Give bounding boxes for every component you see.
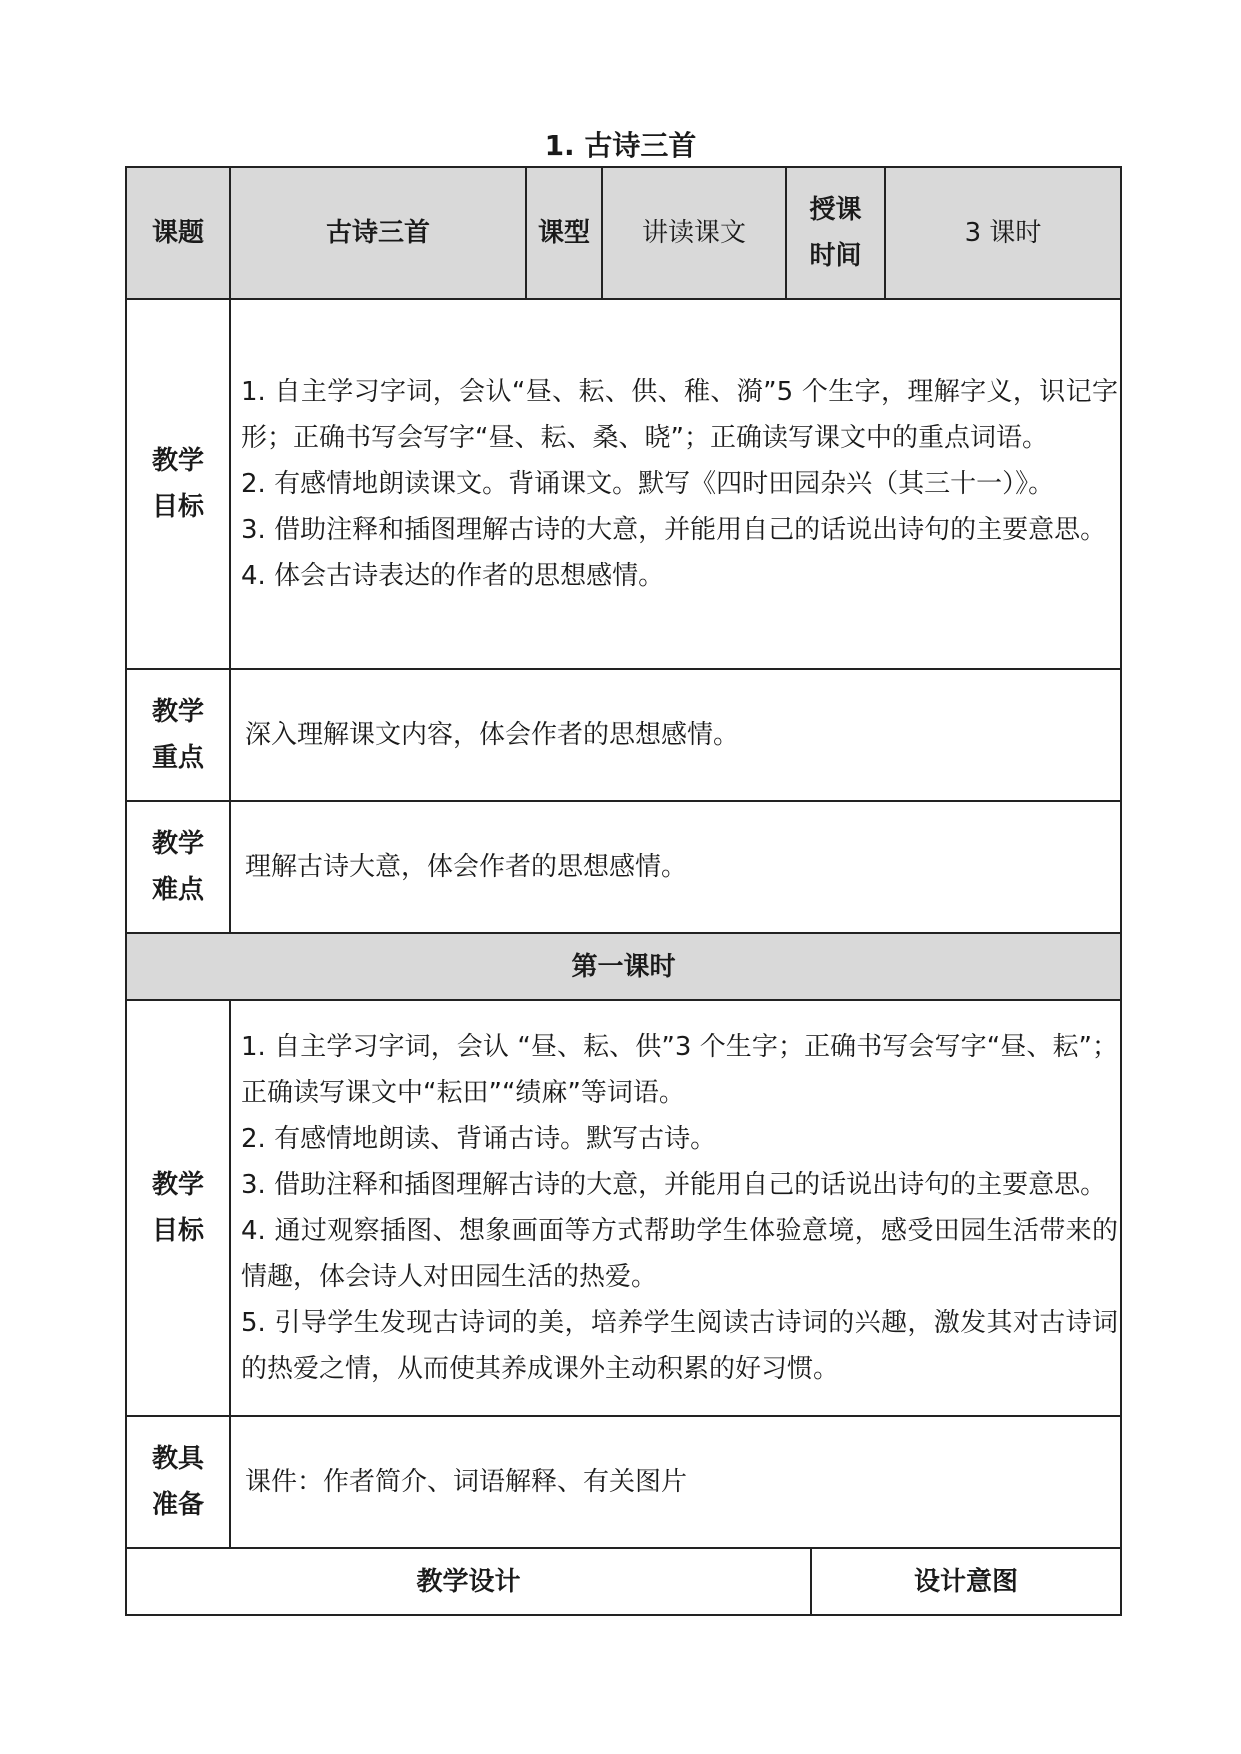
time-label-line1: 授课 xyxy=(809,195,862,225)
lesson1-goals-content xyxy=(230,1000,1121,1416)
goal-item: 4. 体会古诗表达的作者的思想感情。 xyxy=(241,561,665,591)
difficulties-row xyxy=(126,801,1121,933)
key-points-label xyxy=(126,669,230,801)
lesson1-goal-item: 1. 自主学习字词，会认 “昼、耘、供”3 个生字；正确书写会写字“昼、耘”；正确读写课文中“耘田”“绩麻”等词语。 xyxy=(241,1032,1119,1108)
page-title: 1. 古诗三首 xyxy=(544,129,697,162)
lesson1-goals-label-line2: 目标 xyxy=(151,1216,204,1246)
time-label-line2: 时间 xyxy=(809,241,862,271)
goals-row xyxy=(126,299,1121,669)
lesson1-goal-item: 4. 通过观察插图、想象画面等方式帮助学生体验意境，感受田园生活带来的情趣，体会诗人对田园生活的热爱。 xyxy=(241,1216,1119,1292)
goals-label-line1: 教学 xyxy=(151,446,204,476)
difficulties-text: 理解古诗大意，体会作者的思想感情。 xyxy=(230,801,1121,933)
time-label xyxy=(786,167,885,299)
lesson1-goals-label-line1: 教学 xyxy=(151,1170,204,1200)
type-value: 讲读课文 xyxy=(602,167,786,299)
lesson1-goal-item: 3. 借助注释和插图理解古诗的大意，并能用自己的话说出诗句的主要意思。 xyxy=(241,1170,1107,1200)
design-label: 教学设计 xyxy=(126,1548,811,1615)
intent-label: 设计意图 xyxy=(811,1548,1121,1615)
difficulties-label-line1: 教学 xyxy=(151,829,204,859)
header-row xyxy=(126,167,1121,299)
key-points-row xyxy=(126,669,1121,801)
key-points-label-line2: 重点 xyxy=(151,743,204,773)
goals-label-line2: 目标 xyxy=(151,492,204,522)
goals-label xyxy=(126,299,230,669)
tools-row xyxy=(126,1416,1121,1548)
topic-label: 课题 xyxy=(126,167,230,299)
design-header-row xyxy=(126,1548,1121,1615)
topic-value: 古诗三首 xyxy=(230,167,526,299)
lesson1-heading-row xyxy=(126,933,1121,1000)
lesson-plan-table xyxy=(125,166,1122,1616)
goals-content xyxy=(230,299,1121,669)
key-points-text: 深入理解课文内容，体会作者的思想感情。 xyxy=(230,669,1121,801)
key-points-label-line1: 教学 xyxy=(151,697,204,727)
difficulties-label-line2: 难点 xyxy=(151,875,204,905)
tools-text: 课件：作者简介、词语解释、有关图片 xyxy=(230,1416,1121,1548)
tools-label-line1: 教具 xyxy=(151,1444,204,1474)
lesson1-goal-item: 2. 有感情地朗读、背诵古诗。默写古诗。 xyxy=(241,1124,717,1154)
lesson1-goals-row xyxy=(126,1000,1121,1416)
lesson1-goals-label xyxy=(126,1000,230,1416)
type-label: 课型 xyxy=(526,167,602,299)
goal-item: 3. 借助注释和插图理解古诗的大意，并能用自己的话说出诗句的主要意思。 xyxy=(241,515,1107,545)
tools-label xyxy=(126,1416,230,1548)
goal-item: 1. 自主学习字词，会认“昼、耘、供、稚、漪”5 个生字，理解字义，识记字形；正确书写会写字“昼、耘、桑、晓”；正确读写课文中的重点词语。 xyxy=(241,377,1119,453)
goal-item: 2. 有感情地朗读课文。背诵课文。默写《四时田园杂兴（其三十一）》。 xyxy=(241,469,1055,499)
time-value: 3 课时 xyxy=(885,167,1121,299)
lesson1-heading: 第一课时 xyxy=(126,933,1121,1000)
lesson1-goal-item: 5. 引导学生发现古诗词的美，培养学生阅读古诗词的兴趣，激发其对古诗词的热爱之情，从而使其养成课外主动积累的好习惯。 xyxy=(241,1308,1119,1384)
tools-label-line2: 准备 xyxy=(151,1490,204,1520)
difficulties-label xyxy=(126,801,230,933)
